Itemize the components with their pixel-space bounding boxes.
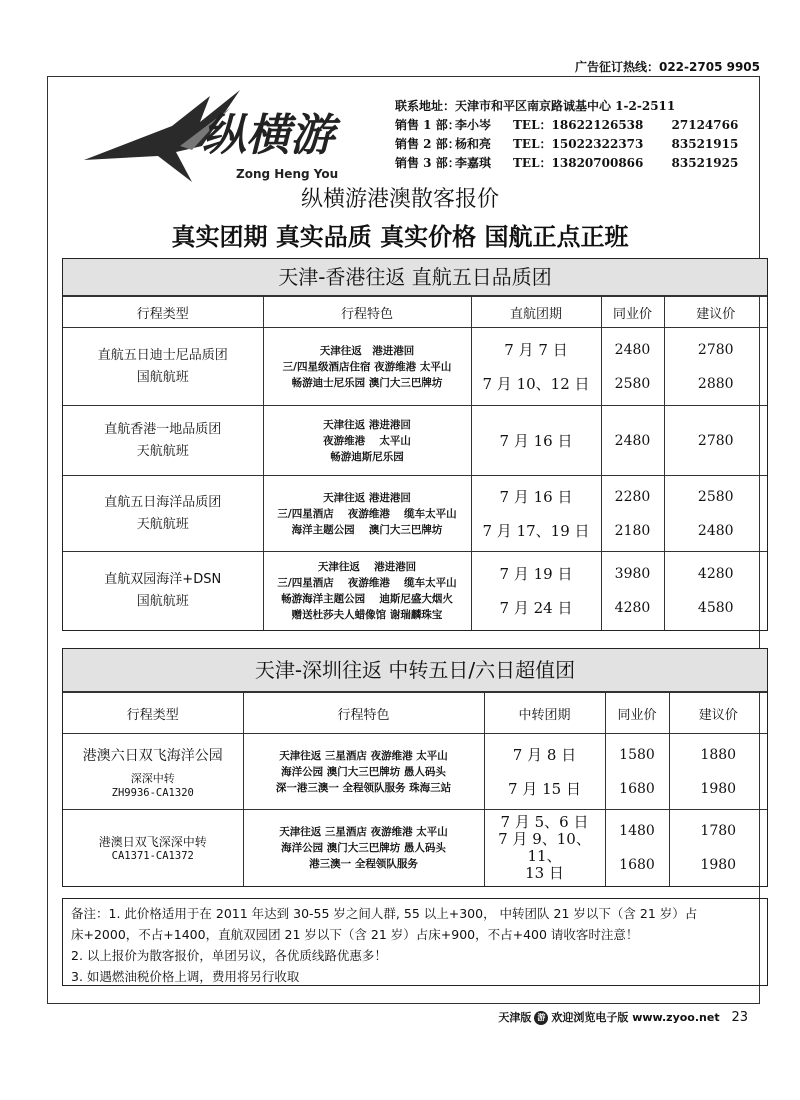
page-number: 23 (731, 1010, 748, 1025)
sales-dept-label: 销售 3 部： (395, 156, 460, 170)
zy-badge-icon: 游 (534, 1011, 548, 1025)
peer-price: 3980 4280 (601, 552, 664, 630)
tour-features: 天津往返 港进港回 夜游维港 太平山 畅游迪斯尼乐园 (263, 406, 471, 476)
sales-dept-3 (395, 154, 738, 173)
tour-dates: 7 月 16 日 7 月 17、19 日 (471, 476, 601, 552)
notes-box (62, 898, 768, 986)
header-peer-price: 同业价 (605, 693, 669, 734)
header-type: 行程类型 (63, 693, 243, 734)
sales-phone: 83521915 (671, 137, 739, 151)
sales-phone: 83521925 (671, 156, 739, 170)
website-link[interactable]: www.zyoo.net (632, 1011, 720, 1024)
tour-dates: 7 月 8 日 7 月 15 日 (484, 734, 605, 810)
sales-phone: 27124766 (671, 118, 739, 132)
retail-price: 1880 1980 (669, 734, 767, 810)
peer-price: 1580 1680 (605, 734, 669, 810)
peer-price: 2480 (601, 406, 664, 476)
logo-en-text: Zong Heng You (236, 167, 339, 181)
table-row (63, 734, 767, 810)
sales-dept-label: 销售 1 部： (395, 118, 460, 132)
header-dates: 中转团期 (484, 693, 605, 734)
ad-hotline: 广告征订热线：022-2705 9905 (574, 60, 760, 74)
note-line: 2. 以上报价为散客报价，单团另议，各优质线路优惠多！ (71, 948, 387, 963)
tour-type: 直航五日海洋品质团 天航航班 (63, 476, 263, 552)
hk-section-title: 天津-香港往返 直航五日品质团 (63, 259, 767, 297)
peer-price: 2280 2180 (601, 476, 664, 552)
table-header-row (63, 297, 767, 328)
tour-features: 天津往返 三星酒店 夜游维港 太平山 海洋公园 澳门大三巴牌坊 愚人码头 港三澳一 全程领队服务 (243, 810, 484, 886)
retail-price: 1780 1980 (669, 810, 767, 886)
footer-text: 欢迎浏览电子版 (551, 1011, 629, 1024)
note-line: 床+2000，不占+1400，直航双园团 21 岁以下（含 21 岁）占床+900，不占+400 请收客时注意！ (71, 927, 639, 942)
tour-type: 直航五日迪士尼品质团 国航航班 (63, 328, 263, 406)
tour-type: 直航双园海洋+DSN 国航航班 (63, 552, 263, 630)
hk-section (62, 258, 768, 631)
tour-features: 天津往返 三星酒店 夜游维港 太平山 海洋公园 澳门大三巴牌坊 愚人码头 深一港三澳一 全程领队服务 珠海三站 (243, 734, 484, 810)
header-retail-price: 建议价 (669, 693, 767, 734)
sz-price-table (63, 693, 767, 886)
sales-mobile: 15022322373 (551, 137, 644, 151)
table-row (63, 406, 767, 476)
header-dates: 直航团期 (471, 297, 601, 328)
zongheng-logo (80, 86, 380, 186)
note-line: 3. 如遇燃油税价格上调，费用将另行收取 (71, 969, 300, 984)
sales-name: 李小岑 (455, 118, 492, 132)
header-type: 行程类型 (63, 297, 263, 328)
table-row (63, 552, 767, 630)
tel-label: TEL： (513, 156, 552, 170)
peer-price: 1480 1680 (605, 810, 669, 886)
header-retail-price: 建议价 (664, 297, 767, 328)
retail-price: 2780 (664, 406, 767, 476)
sz-section-title: 天津-深圳往返 中转五日/六日超值团 (63, 649, 767, 693)
tour-dates: 7 月 19 日 7 月 24 日 (471, 552, 601, 630)
headline: 纵横游港澳散客报价 (300, 187, 499, 212)
sales-name: 杨和亮 (455, 137, 492, 151)
sales-dept-1 (395, 116, 738, 135)
sales-dept-2 (395, 135, 738, 154)
retail-price: 2580 2480 (664, 476, 767, 552)
logo-cn-text: 纵横游 (202, 110, 334, 161)
sales-dept-label: 销售 2 部： (395, 137, 460, 151)
tour-dates: 7 月 7 日 7 月 10、12 日 (471, 328, 601, 406)
retail-price: 4280 4580 (664, 552, 767, 630)
tel-label: TEL： (513, 118, 552, 132)
header-peer-price: 同业价 (601, 297, 664, 328)
sales-mobile: 18622126538 (551, 118, 644, 132)
sales-mobile: 13820700866 (551, 156, 644, 170)
retail-price: 2780 2880 (664, 328, 767, 406)
tel-label: TEL： (513, 137, 552, 151)
tour-features: 天津往返 港进港回 三/四星酒店 夜游维港 缆车太平山 畅游海洋主题公园 迪斯尼盛大烟火 赠送杜莎夫人蜡像馆 谢瑞麟珠宝 (263, 552, 471, 630)
sz-section (62, 648, 768, 887)
peer-price: 2480 2580 (601, 328, 664, 406)
tour-type: 直航香港一地品质团 天航航班 (63, 406, 263, 476)
table-row (63, 476, 767, 552)
sales-name: 李嘉琪 (455, 156, 492, 170)
tour-features: 天津往返 港进港回 三/四星级酒店住宿 夜游维港 太平山 畅游迪士尼乐园 澳门大三巴牌坊 (263, 328, 471, 406)
tour-features: 天津往返 港进港回 三/四星酒店 夜游维港 缆车太平山 海洋主题公园 澳门大三巴牌坊 (263, 476, 471, 552)
contact-block (395, 97, 738, 173)
header-features: 行程特色 (263, 297, 471, 328)
tour-type: 港澳六日双飞海洋公园 深深中转 ZH9936-CA1320 (63, 734, 243, 810)
slogan: 真实团期 真实品质 真实价格 国航正点正班 (171, 223, 629, 251)
tour-type: 港澳日双飞深深中转 CA1371-CA1372 (63, 810, 243, 886)
table-row (63, 810, 767, 886)
tour-dates: 7 月 16 日 (471, 406, 601, 476)
page-footer (498, 1009, 748, 1025)
header-features: 行程特色 (243, 693, 484, 734)
note-line: 备注：1. 此价格适用于在 2011 年达到 30-55 岁之间人群, 55 以上+300， 中转团队 21 岁以下（含 21 岁）占 (71, 906, 698, 921)
contact-address: 联系地址：天津市和平区南京路诚基中心 1-2-2511 (395, 99, 676, 113)
table-header-row (63, 693, 767, 734)
table-row (63, 328, 767, 406)
hk-price-table (63, 297, 767, 630)
edition-label: 天津版 (498, 1011, 532, 1024)
tour-dates: 7 月 5、6 日 7 月 9、10、11、 13 日 (484, 810, 605, 886)
